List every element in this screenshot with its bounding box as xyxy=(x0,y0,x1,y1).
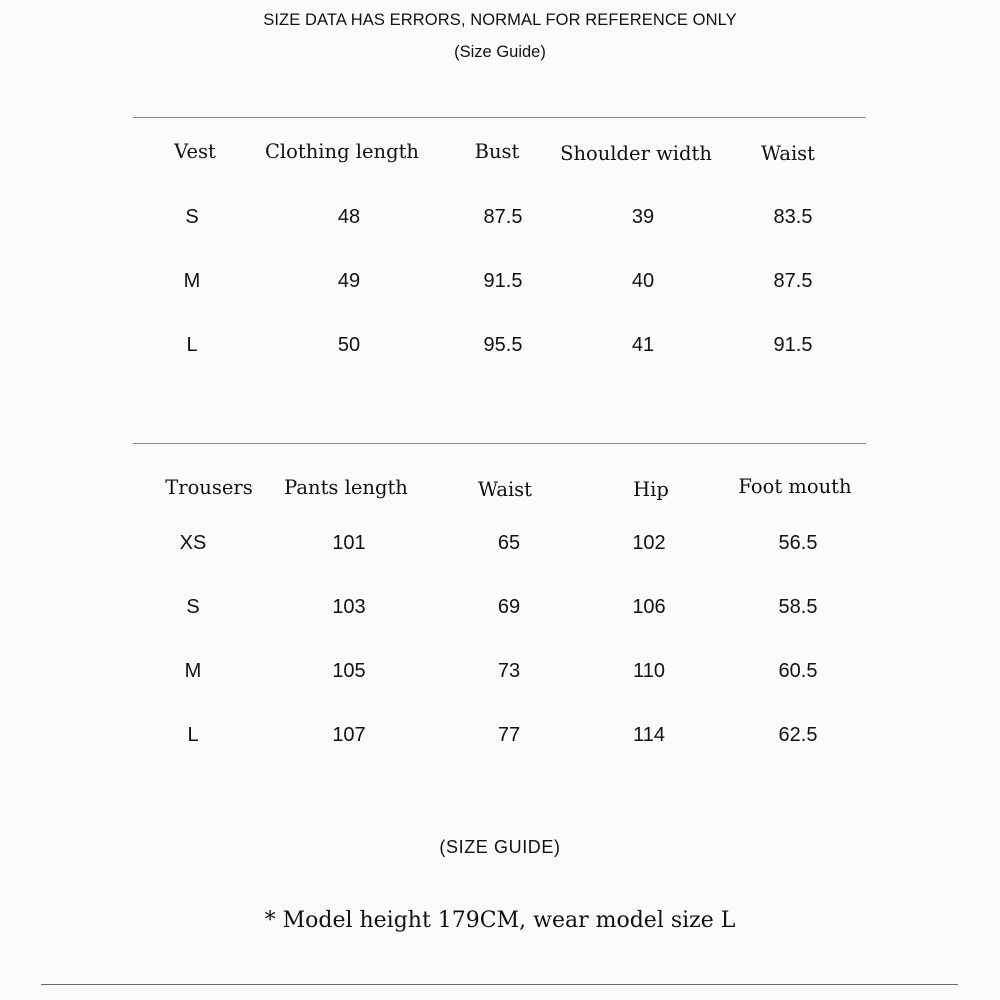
vest-value-cell: 50 xyxy=(337,334,361,356)
trousers-value-cell: 107 xyxy=(332,724,366,746)
vest-size-cell: L xyxy=(186,334,198,356)
vest-col-header: Waist xyxy=(760,142,816,165)
vest-value-cell: 49 xyxy=(337,270,361,292)
trousers-value-cell: 106 xyxy=(632,596,666,618)
trousers-size-cell: M xyxy=(184,660,202,682)
vest-value-cell: 91.5 xyxy=(483,270,523,292)
vest-value-cell: 87.5 xyxy=(773,270,813,292)
size-guide-subtitle: (Size Guide) xyxy=(454,43,546,61)
vest-value-cell: 83.5 xyxy=(773,206,813,228)
trousers-value-cell: 58.5 xyxy=(778,596,818,618)
trousers-size-cell: S xyxy=(186,596,200,618)
vest-size-cell: S xyxy=(185,206,199,228)
size-disclaimer: SIZE DATA HAS ERRORS, NORMAL FOR REFERENCE ONLY xyxy=(263,11,737,29)
trousers-size-cell: XS xyxy=(179,532,207,554)
trousers-value-cell: 114 xyxy=(633,724,665,746)
trousers-value-cell: 105 xyxy=(332,660,366,682)
vest-value-cell: 87.5 xyxy=(483,206,523,228)
vest-value-cell: 91.5 xyxy=(773,334,813,356)
trousers-value-cell: 62.5 xyxy=(778,724,818,746)
trousers-col-header: Waist xyxy=(477,478,533,501)
divider-top xyxy=(133,117,866,118)
vest-value-cell: 41 xyxy=(631,334,655,356)
vest-col-header: Clothing length xyxy=(265,140,419,163)
vest-value-cell: 95.5 xyxy=(483,334,523,356)
trousers-value-cell: 73 xyxy=(497,660,521,682)
trousers-value-cell: 102 xyxy=(632,532,666,554)
trousers-col-header: Trousers xyxy=(165,476,253,499)
vest-value-cell: 48 xyxy=(337,206,361,228)
trousers-value-cell: 69 xyxy=(497,596,521,618)
size-guide-label: (SIZE GUIDE) xyxy=(439,837,561,857)
trousers-value-cell: 65 xyxy=(497,532,521,554)
vest-value-cell: 39 xyxy=(631,206,655,228)
divider-middle xyxy=(133,443,866,444)
vest-col-header: Vest xyxy=(174,140,216,163)
trousers-value-cell: 60.5 xyxy=(778,660,818,682)
divider-bottom xyxy=(41,984,958,985)
trousers-col-header: Hip xyxy=(633,478,669,501)
trousers-size-cell: L xyxy=(187,724,199,746)
vest-value-cell: 40 xyxy=(631,270,655,292)
vest-size-cell: M xyxy=(183,270,201,292)
trousers-col-header: Foot mouth xyxy=(738,475,852,498)
trousers-value-cell: 110 xyxy=(633,660,665,682)
trousers-value-cell: 103 xyxy=(332,596,366,618)
model-height-note: * Model height 179CM, wear model size L xyxy=(264,908,736,933)
trousers-value-cell: 56.5 xyxy=(778,532,818,554)
trousers-col-header: Pants length xyxy=(284,476,408,499)
trousers-value-cell: 77 xyxy=(497,724,521,746)
vest-col-header: Bust xyxy=(474,140,520,163)
vest-col-header: Shoulder width xyxy=(560,142,712,165)
trousers-value-cell: 101 xyxy=(332,532,366,554)
